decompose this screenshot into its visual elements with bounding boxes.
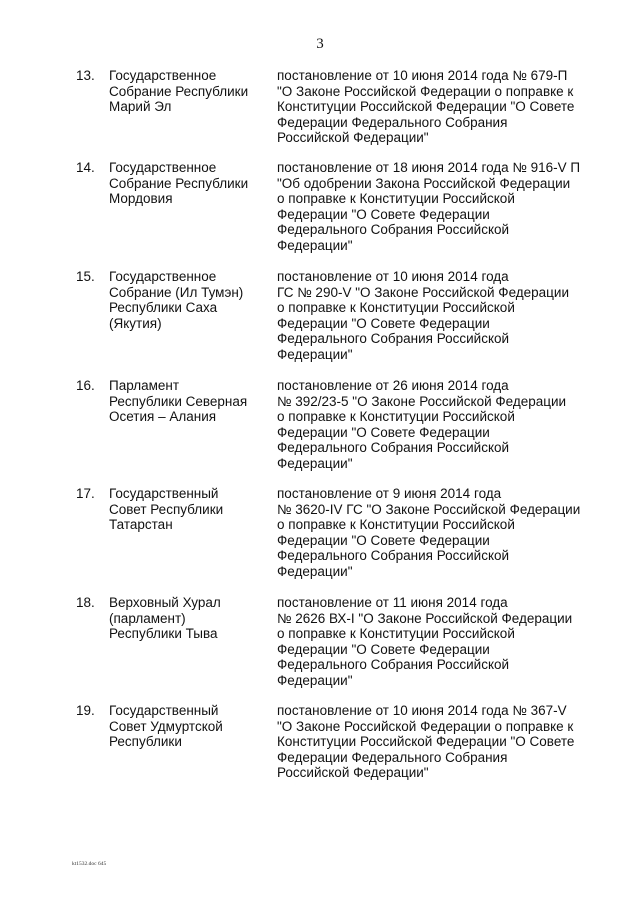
act-line: Федерации "О Совете Федерации — [277, 424, 490, 440]
entry-number: 19. — [76, 703, 95, 718]
act-line: "О Законе Российской Федерации о поправке к — [277, 718, 574, 734]
page-number: 3 — [316, 36, 324, 52]
act-line: постановление от 18 июня 2014 года № 916-V П — [277, 160, 581, 175]
body-line: Собрание (Ил Тумэн) — [109, 284, 244, 300]
act-line: постановление от 10 июня 2014 года — [277, 269, 509, 284]
act-line: Российской Федерации" — [277, 765, 429, 780]
body-line: Государственный — [109, 703, 219, 718]
body-line: Государственное — [109, 160, 217, 175]
act-line: Федерального Собрания Российской — [277, 331, 510, 346]
resolution-text — [277, 486, 622, 579]
legislative-body — [109, 703, 259, 750]
act-line: Федерального Собрания Российской — [277, 222, 510, 237]
act-line: Федерации Федерального Собрания — [277, 114, 508, 130]
act-line: ГС № 290-V "О Законе Российской Федерации — [277, 284, 569, 300]
act-line: Федерации "О Совете Федерации — [277, 315, 490, 331]
legislative-body — [109, 595, 259, 642]
act-line: Конституции Российской Федерации "О Совете — [277, 734, 575, 749]
entry-number: 15. — [76, 269, 95, 284]
act-line: Федерального Собрания Российской — [277, 440, 510, 455]
body-line: Республики — [109, 734, 182, 749]
body-line: Парламент — [109, 378, 180, 393]
act-line: Федерации "О Совете Федерации — [277, 206, 490, 222]
entry-number: 17. — [76, 486, 95, 501]
act-line: Федерации "О Совете Федерации — [277, 641, 490, 657]
entry-number: 16. — [76, 378, 95, 393]
resolution-text — [277, 378, 622, 471]
legislative-body — [109, 269, 259, 331]
resolution-text — [277, 269, 622, 362]
act-line: "Об одобрении Закона Российской Федерации — [277, 175, 571, 191]
act-line: Федерального Собрания Российской — [277, 657, 510, 672]
body-line: Совет Удмуртской — [109, 718, 223, 734]
act-line: постановление от 26 июня 2014 года — [277, 378, 509, 393]
act-line: "О Законе Российской Федерации о поправке к — [277, 83, 574, 99]
body-line: Мордовия — [109, 191, 173, 206]
body-line: Осетия – Алания — [109, 409, 217, 424]
act-line: Федерации "О Совете Федерации — [277, 532, 490, 548]
act-line: Федерации" — [277, 346, 353, 362]
body-line: Республики Северная — [109, 393, 248, 409]
footer-document-code: kt1532.doc 645 — [72, 861, 107, 867]
resolution-text — [277, 595, 622, 688]
act-line: Федерации" — [277, 563, 353, 579]
act-line: о поправке к Конституции Российской — [277, 191, 515, 206]
body-line: (парламент) — [109, 610, 186, 626]
act-line: постановление от 10 июня 2014 года № 679-П — [277, 68, 568, 83]
body-line: (Якутия) — [109, 315, 162, 331]
act-line: № 3620-IV ГС "О Законе Российской Федерации — [277, 501, 581, 517]
legislative-body — [109, 160, 259, 207]
body-line: Государственное — [109, 269, 217, 284]
body-line: Государственный — [109, 486, 219, 501]
act-line: о поправке к Конституции Российской — [277, 409, 515, 424]
act-line: Федерального Собрания Российской — [277, 548, 510, 563]
legislative-body — [109, 486, 259, 533]
body-line: Собрание Республики — [109, 83, 249, 99]
body-line: Марий Эл — [109, 99, 172, 114]
entry-number: 13. — [76, 68, 95, 83]
act-line: Федерации" — [277, 237, 353, 253]
legislative-body — [109, 378, 259, 425]
entry-number: 18. — [76, 595, 95, 610]
act-line: Федерации" — [277, 455, 353, 471]
act-line: постановление от 9 июня 2014 года — [277, 486, 502, 501]
legislative-body — [109, 68, 259, 115]
resolution-text — [277, 703, 622, 781]
body-line: Собрание Республики — [109, 175, 249, 191]
act-line: Конституции Российской Федерации "О Совете — [277, 99, 575, 114]
act-line: о поправке к Конституции Российской — [277, 626, 515, 641]
body-line: Республики Саха — [109, 300, 218, 315]
act-line: постановление от 11 июня 2014 года — [277, 595, 508, 610]
entry-number: 14. — [76, 160, 95, 175]
act-line: № 392/23-5 "О Законе Российской Федерации — [277, 393, 567, 409]
body-line: Совет Республики — [109, 501, 224, 517]
resolution-text — [277, 160, 622, 253]
act-line: Федерации" — [277, 672, 353, 688]
act-line: Российской Федерации" — [277, 130, 429, 145]
body-line: Республики Тыва — [109, 626, 218, 641]
body-line: Татарстан — [109, 517, 173, 532]
act-line: постановление от 10 июня 2014 года № 367-V — [277, 703, 567, 718]
act-line: Федерации Федерального Собрания — [277, 749, 508, 765]
act-line: о поправке к Конституции Российской — [277, 300, 515, 315]
act-line: о поправке к Конституции Российской — [277, 517, 515, 532]
resolution-text — [277, 68, 622, 146]
body-line: Государственное — [109, 68, 217, 83]
body-line: Верховный Хурал — [109, 595, 221, 610]
act-line: № 2626 ВХ-I "О Законе Российской Федерации — [277, 610, 573, 626]
